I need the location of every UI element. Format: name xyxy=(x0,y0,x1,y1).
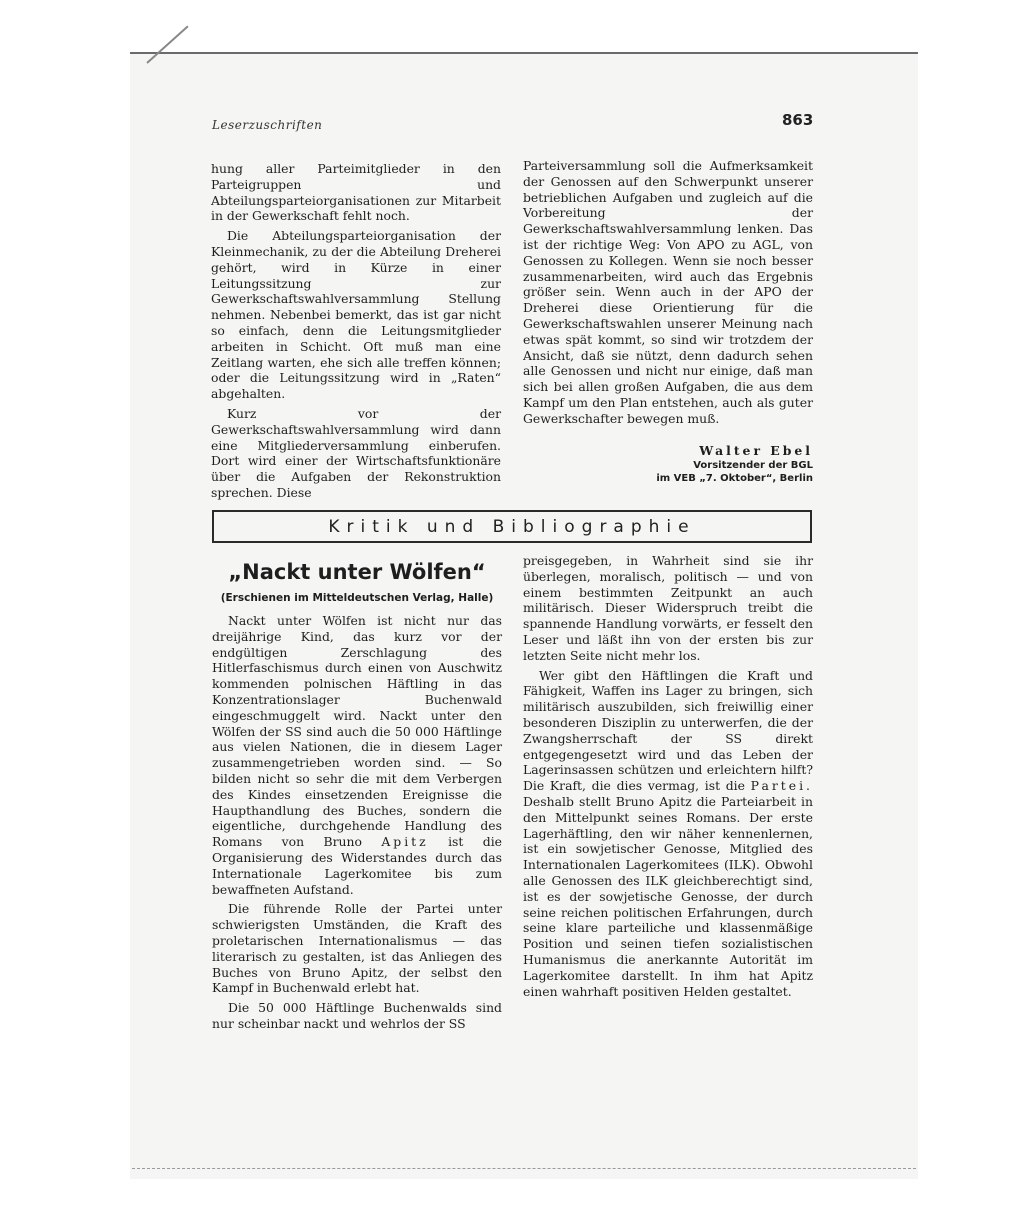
review-text: ist die Organisierung des Widerstandes durch das Internationale Lagerkomitee bis zum bewaffneten Aufstand. xyxy=(212,834,502,897)
review-text: Nackt unter Wölfen ist nicht nur das dreijährige Kind, das kurz vor der endgültigen Zerschlagung des Hitlerfaschismus durch einen von Auschwitz kommenden polnischen Häftling in das Konzentrationslager Buchenwald eingeschmuggelt wird. Nackt unter den Wölfen der SS sind auch die 50 000 Häftlinge aus vielen Nationen, die in diesem Lager zusammengetrieben worden sind. — So bilden nicht so sehr die mit dem Verbergen des Kindes einsetzenden Ereignisse die Haupthandlung des Buches, sondern die eigentliche, durchgehende Handlung des Romans von Bruno xyxy=(212,613,502,850)
review-paragraph: Die 50 000 Häftlinge Buchenwalds sind nur scheinbar nackt und wehrlos der SS xyxy=(212,1000,502,1031)
letter-paragraph: hung aller Parteimitglieder in den Parteigruppen und Abteilungsparteiorganisationen zur Mitarbeit in der Gewerkschaft fehlt noch. xyxy=(211,161,501,224)
article-subtitle: (Erschienen im Mitteldeutschen Verlag, Halle) xyxy=(220,592,494,604)
review-paragraph xyxy=(212,613,502,897)
page-number: 863 xyxy=(782,111,814,129)
page-bottom-edge xyxy=(132,1168,916,1169)
review-paragraph: preisgegeben, in Wahrheit sind sie ihr überlegen, moralisch, politisch — und von einem bestimmten Zeitpunkt an auch militärisch. Dieser Widerspruch treibt die spannende Handlung vorwärts, er fesselt den Leser und läßt ihn von der ersten bis zur letzten Seite nicht mehr los. xyxy=(523,553,813,663)
review-column-right xyxy=(523,553,813,1003)
letter-paragraph: Kurz vor der Gewerkschaftswahlversammlung wird dann eine Mitgliederversammlung einberufen. Dort wird einer der Wirtschaftsfunktionäre über die Aufgaben der Rekonstruktion sprechen. Diese xyxy=(211,405,501,500)
spaced-author-name: Apitz xyxy=(381,834,429,850)
section-header-box xyxy=(212,510,812,543)
letter-paragraph: Parteiversammlung soll die Aufmerksamkeit der Genossen auf den Schwerpunkt unserer betrieblichen Aufgaben und zugleich auf die Vorbereitung der Gewerkschaftswahlversammlung lenken. Das ist der richtige Weg: Von APO zu AGL, von Genossen zu Kollegen. Wenn sie noch besser zusammenarbeiten, wird auch das Ergebnis größer sein. Wenn auch in der APO der Dreherei diese Orientierung für die Gewerkschaftswahlen unserer Meinung nach etwas spät kommt, so sind wir trotzdem der Ansicht, daß sie nützt, denn dadurch sehen alle Genossen und nicht nur einige, daß man sich bei allen großen Aufgaben, die aus dem Kampf um den Plan entstehen, auch als guter Gewerkschafter bewegen muß. xyxy=(523,158,813,426)
article-title: „Nackt unter Wölfen“ xyxy=(228,560,486,584)
letter-paragraph: Die Abteilungsparteiorganisation der Kleinmechanik, zu der die Abteilung Dreherei gehört, wird in Kürze in einer Leitungssitzung zur Gewerkschaftswahlversammlung Stellung nehmen. Nebenbei bemerkt, das ist gar nicht so einfach, denn die Leitungsmitglieder arbeiten in Schicht. Oft muß man eine Zeitlang warten, ehe sich alle treffen können; oder die Leitungssitzung wird in „Raten“ abgehalten. xyxy=(211,228,501,402)
section-title: Kritik und Bibliographie xyxy=(328,516,696,537)
review-paragraph: Die führende Rolle der Partei unter schwierigsten Umständen, die Kraft des proletarischen Internationalismus — das literarisch zu gestalten, ist das Anliegen des Buches von Bruno Apitz, der selbst den Kampf in Buchenwald erlebt hat. xyxy=(212,901,502,996)
review-paragraph xyxy=(523,668,813,1000)
spaced-emphasis: Partei. xyxy=(750,778,813,794)
review-text: Deshalb stellt Bruno Apitz die Parteiarbeit in den Mittelpunkt seines Romans. Der erste Lagerhäftling, den wir näher kennenlernen, ist ein sowjetischer Genosse, Mitglied des Internationalen Lagerkomitees (ILK). Obwohl alle Genossen des ILK gleichberechtigt sind, ist es der sowjetische Genosse, der durch seine reichen politischen Erfahrungen, durch seine klare parteiliche und klassenmäßige Position und seinen tiefen sozialistischen Humanismus die anerkannte Autorität im Lagerkomitee darstellt. In ihm hat Apitz einen wahrhaft positiven Helden gestaltet. xyxy=(523,793,813,999)
letter-column-left xyxy=(211,161,501,505)
signature-name: Walter Ebel xyxy=(699,443,813,458)
signature-organization: im VEB „7. Oktober“, Berlin xyxy=(656,473,813,484)
letter-signature xyxy=(523,443,813,485)
review-column-left xyxy=(212,613,502,1036)
review-text: Wer gibt den Häftlingen die Kraft und Fähigkeit, Waffen ins Lager zu bringen, sich militärisch auszubilden, sich freiwillig einer besonderen Disziplin zu unterwerfen, die der Zwangsherrschaft der SS direkt entgegengesetzt wird und das Leben der Lagerinsassen schützen und erleichtern hilft? Die Kraft, die dies vermag, ist die xyxy=(523,667,813,794)
running-head: Leserzuschriften xyxy=(212,118,323,132)
signature-role: Vorsitzender der BGL xyxy=(693,460,813,471)
letter-column-right xyxy=(523,158,813,431)
